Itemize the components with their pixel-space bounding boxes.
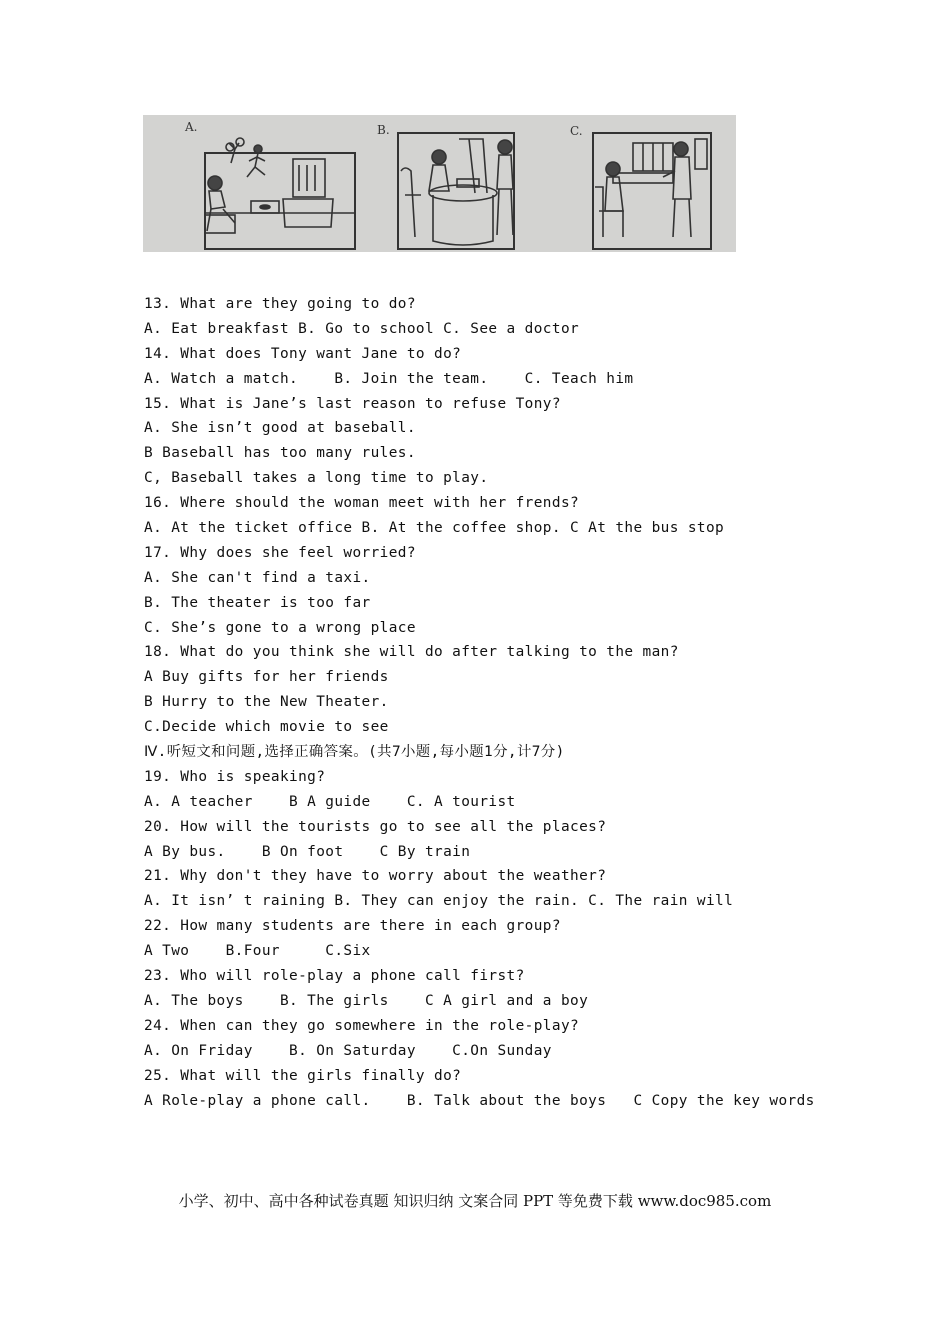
question-18: 18. What do you think she will do after talking to the man? [144,644,679,661]
answer-options-24: A. On Friday B. On Saturday C.On Sunday [144,1042,552,1059]
question-22: 22. How many students are there in each group? [144,918,561,935]
page-footer: 小学、初中、高中各种试卷真题 知识归纳 文案合同 PPT 等免费下载 www.doc985.com [178,1192,772,1210]
answer-option-15a: A. She isn’t good at baseball. [144,420,416,437]
option-a-label: A. [185,120,198,134]
answer-options-22: A Two B.Four C.Six [144,943,371,960]
question-list [144,292,904,1113]
answer-options-16: A. At the ticket office B. At the coffee shop. C At the bus stop [144,520,725,537]
panel-a-illustration [205,138,355,249]
question-24: 24. When can they go somewhere in the role-play? [144,1017,580,1034]
answer-options-13: A. Eat breakfast B. Go to school C. See a doctor [144,320,580,337]
answer-options-21: A. It isn’ t raining B. They can enjoy the rain. C. The rain will [144,893,734,910]
panel-c-illustration [593,133,711,249]
section-heading: Ⅳ.听短文和问题,选择正确答案。(共7小题,每小题1分,计7分) [144,744,565,761]
question-17: 17. Why does she feel worried? [144,544,416,561]
question-20: 20. How will the tourists go to see all the places? [144,818,607,835]
question-16: 16. Where should the woman meet with her frends? [144,495,580,512]
question-15: 15. What is Jane’s last reason to refuse Tony? [144,395,561,412]
answer-option-18b: B Hurry to the New Theater. [144,694,389,711]
picture-options-figure [143,115,736,252]
answer-option-18c: C.Decide which movie to see [144,719,389,736]
question-21: 21. Why don't they have to worry about the weather? [144,868,607,885]
question-25: 25. What will the girls finally do? [144,1067,462,1084]
option-c-label: C. [570,124,583,138]
answer-options-20: A By bus. B On foot C By train [144,843,471,860]
option-b-label: B. [377,123,390,137]
answer-options-23: A. The boys B. The girls C A girl and a boy [144,992,589,1009]
question-14: 14. What does Tony want Jane to do? [144,345,462,362]
answer-option-17c: C. She’s gone to a wrong place [144,619,416,636]
answer-option-17a: A. She can't find a taxi. [144,569,371,586]
answer-options-14: A. Watch a match. B. Join the team. C. Teach him [144,370,634,387]
question-23: 23. Who will role-play a phone call first? [144,968,525,985]
answer-option-15c: C, Baseball takes a long time to play. [144,470,489,487]
illustration-image [143,115,736,252]
answer-options-19: A. A teacher B A guide C. A tourist [144,793,516,810]
question-13: 13. What are they going to do? [144,296,416,312]
answer-option-18a: A Buy gifts for her friends [144,669,389,686]
answer-option-15b: B Baseball has too many rules. [144,445,416,462]
panel-b-illustration [398,133,514,249]
answer-option-17b: B. The theater is too far [144,594,371,611]
question-19: 19. Who is speaking? [144,768,326,785]
answer-options-25: A Role-play a phone call. B. Talk about the boys C Copy the key words [144,1092,815,1109]
